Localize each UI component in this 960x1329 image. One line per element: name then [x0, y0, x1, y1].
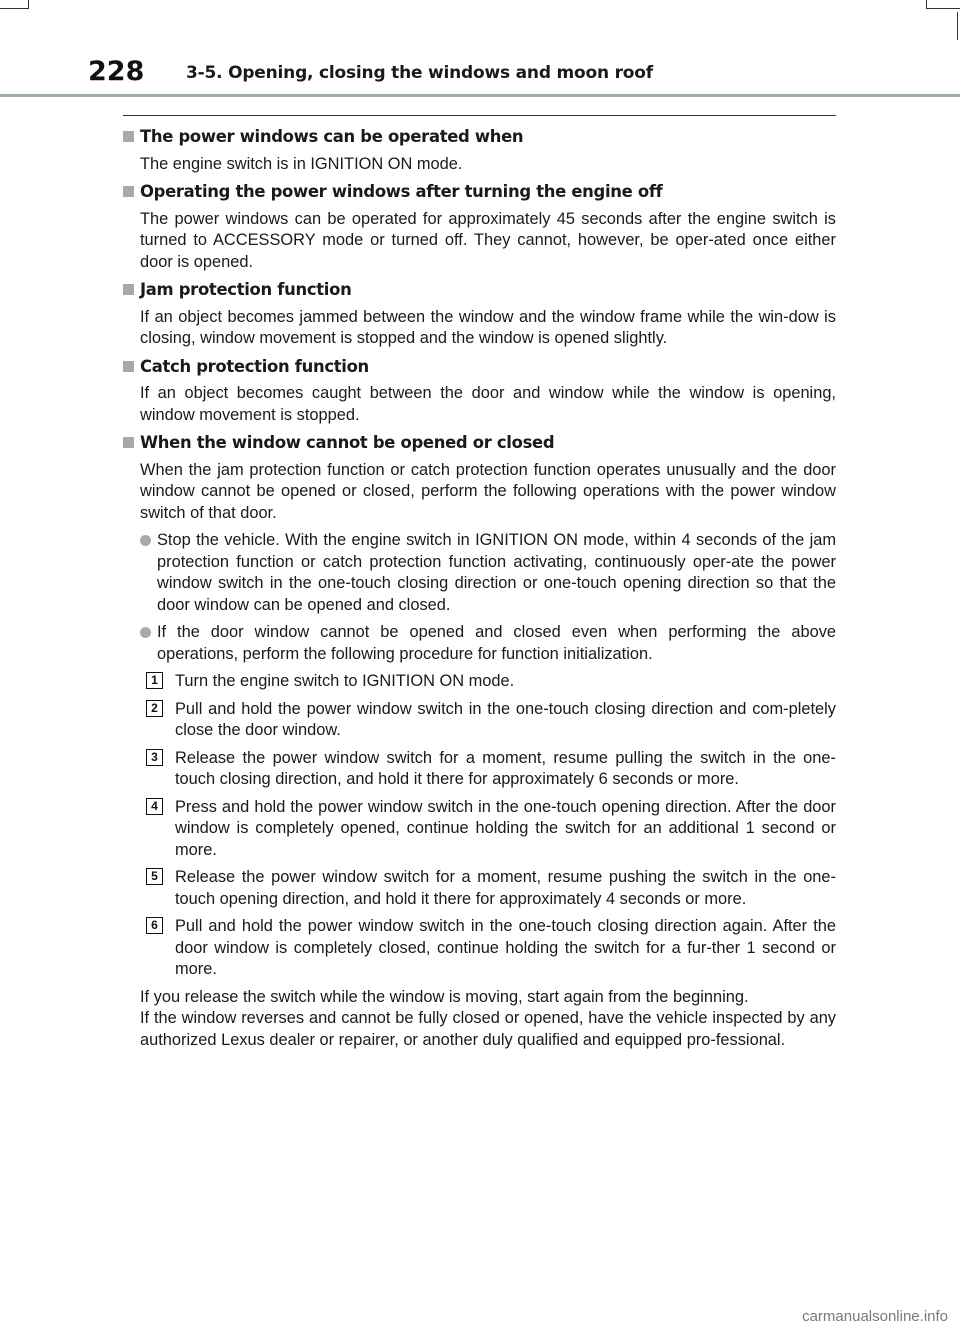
step-number-badge: 2 [146, 700, 163, 717]
section-heading [122, 279, 836, 301]
square-icon [123, 186, 134, 197]
section-after-engine-off [122, 181, 836, 273]
bullet-item [122, 530, 836, 616]
closing-paragraph: If you release the switch while the window is moving, start again from the beginning. [140, 987, 749, 1006]
section-body: The engine switch is in IGNITION ON mode. [140, 154, 463, 173]
section-jam-protection [122, 279, 836, 350]
content [122, 126, 836, 1057]
section-heading [122, 432, 836, 454]
step-text: Release the power window switch for a moment, resume pushing the switch in the one-touch opening direction, and hold it there for approximately 4 seconds or more. [175, 868, 836, 908]
step-item [122, 797, 836, 862]
section-heading-text: Catch protection function [140, 356, 369, 376]
section-operated-when [122, 126, 836, 175]
step-text: Pull and hold the power window switch in the one-touch closing direction and com-pletely close the door window. [175, 699, 836, 739]
section-body: If an object becomes jammed between the window and the window frame while the win-dow is closing, window movement is stopped and the window is opened slightly. [140, 307, 836, 347]
section-catch-protection [122, 356, 836, 427]
page-number: 228 [88, 56, 145, 87]
section-body: The power windows can be operated for approximately 45 seconds after the engine switch is turned to ACCESSORY mode or turned off. They cannot, however, be oper-ated once either door is opened. [140, 209, 836, 271]
step-item [122, 748, 836, 791]
square-icon [123, 437, 134, 448]
step-number-badge: 3 [146, 749, 163, 766]
step-number-badge: 1 [146, 672, 163, 689]
section-heading-text: The power windows can be operated when [140, 127, 524, 146]
bullet-item [122, 622, 836, 665]
step-text: Turn the engine switch to IGNITION ON mode. [175, 672, 515, 690]
step-item [122, 916, 836, 981]
chapter-title: 3-5. Opening, closing the windows and moon roof [186, 63, 653, 83]
closing-paragraph: If the window reverses and cannot be fully closed or opened, have the vehicle inspected by any authorized Lexus dealer or repairer, or another duly qualified and equipped pro-fessional. [140, 1009, 836, 1049]
section-body: When the jam protection function or catch protection function operates unusually and the door window cannot be opened or closed, perform the following operations with the power window switch of that door. [140, 460, 836, 522]
section-heading [122, 356, 836, 378]
step-number-badge: 4 [146, 798, 163, 815]
circle-icon [140, 627, 151, 638]
section-heading [122, 126, 836, 148]
section-heading-text: Jam protection function [140, 280, 352, 299]
square-icon [123, 131, 134, 142]
step-number-badge: 5 [146, 868, 163, 885]
section-heading-text: When the window cannot be opened or closed [140, 433, 555, 452]
step-item [122, 867, 836, 910]
bullet-text: Stop the vehicle. With the engine switch in IGNITION ON mode, within 4 seconds of the jam protection function or catch protection function activating, continuously oper-ate the power window switch in the one-touch closing direction or one-touch opening direction so that the door window can be opened and closed. [157, 531, 836, 614]
section-cannot-open-close [122, 432, 836, 1051]
section-heading [122, 181, 836, 203]
square-icon [123, 361, 134, 372]
step-number-badge: 6 [146, 917, 163, 934]
header-rule [0, 94, 960, 97]
circle-icon [140, 535, 151, 546]
section-heading-text: Operating the power windows after turning the engine off [140, 182, 663, 201]
section-body: If an object becomes caught between the door and window while the window is opening, window movement is stopped. [140, 384, 836, 424]
watermark-text: carmanualsonline.info [802, 1308, 948, 1325]
square-icon [123, 284, 134, 295]
step-text: Release the power window switch for a moment, resume pulling the switch in the one-touch closing direction, and hold it there for approximately 6 seconds or more. [175, 748, 836, 788]
bullet-text: If the door window cannot be opened and closed even when performing the above operations, perform the following procedure for function initialization. [157, 623, 836, 663]
step-item [122, 699, 836, 742]
page-header [0, 0, 960, 100]
step-item [122, 671, 836, 693]
step-text: Pull and hold the power window switch in the one-touch closing direction again. After the door window is completely closed, continue holding the switch for a fur-ther 1 second or more. [175, 917, 836, 978]
content-rule [123, 115, 836, 116]
step-text: Press and hold the power window switch in the one-touch opening direction. After the door window is completely opened, continue holding the switch for an additional 1 second or more. [175, 797, 836, 859]
